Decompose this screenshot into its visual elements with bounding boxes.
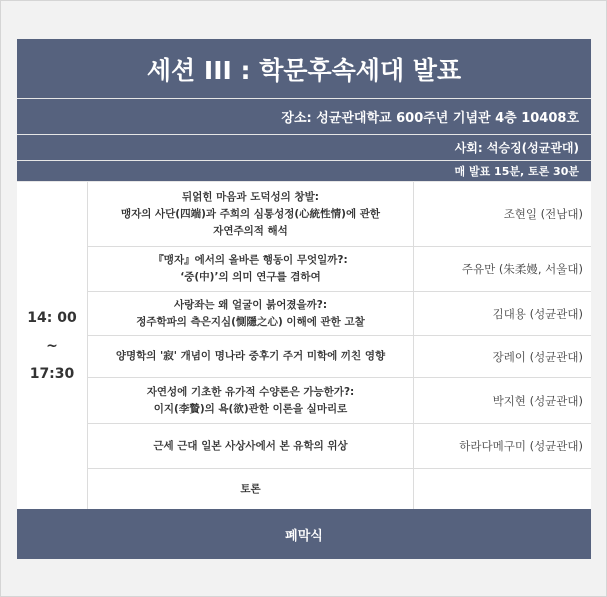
talk-title-line: 자연주의적 해석 xyxy=(213,224,288,237)
talk-title xyxy=(88,247,414,291)
talk-title-line: 『맹자』에서의 올바른 행동이 무엇일까?: xyxy=(153,254,348,266)
presentation-format: 매 발표 15분, 토론 30분 xyxy=(17,161,591,182)
presenter: 박지현 (성균관대) xyxy=(492,393,583,408)
presenter: 조현일 (전남대) xyxy=(503,207,583,221)
talk-title-line: 자연성에 기초한 유가적 수양론은 가능한가?: xyxy=(146,385,355,398)
talk-title-line: 사랑좌는 왜 얼굴이 붉어졌을까?: xyxy=(173,298,328,311)
presenter: 김대용 (성균관대) xyxy=(492,306,583,321)
talk-title-line: 이지(李贄)의 욕(欲)관한 이론을 실마리로 xyxy=(153,402,348,415)
talk-title-line: 뒤얽힌 마음과 도덕성의 창발: xyxy=(182,190,319,203)
discussion-label xyxy=(88,469,414,509)
talk-title xyxy=(88,182,414,246)
talk-title xyxy=(88,292,414,335)
talk-row xyxy=(88,378,591,424)
discussion-row xyxy=(88,469,591,509)
talk-title-line: 양명학의 '寂' 개념이 명나라 중후기 주거 미학에 끼친 영향 xyxy=(115,350,386,362)
closing-ceremony: 폐막식 xyxy=(17,509,591,559)
schedule-body xyxy=(17,182,591,509)
talk-row xyxy=(88,292,591,336)
talk-title xyxy=(88,378,414,423)
start-time: 14: 00 xyxy=(27,309,77,326)
talk-row xyxy=(88,247,591,292)
talk-row xyxy=(88,424,591,469)
talk-row xyxy=(88,336,591,378)
presenter xyxy=(414,469,591,509)
end-time: 17:30 xyxy=(29,365,75,382)
moderator: 사회: 석승징(성균관대) xyxy=(17,135,591,161)
talk-title-line: 토론 xyxy=(240,482,261,495)
talk-title xyxy=(88,424,414,468)
presenter: 하라다메구미 (성균관대) xyxy=(459,439,583,453)
talk-row xyxy=(88,182,591,247)
talk-title xyxy=(88,336,414,377)
time-separator: ~ xyxy=(46,337,58,354)
talk-title-line: ‘중(中)’의 의미 연구를 겸하여 xyxy=(180,271,321,283)
talk-title-line: 정주학파의 측은지심(惻隱之心) 이해에 관한 고찰 xyxy=(136,315,365,328)
venue: 장소: 성균관대학교 600주년 기념관 4층 10408호 xyxy=(17,99,591,135)
time-cell xyxy=(17,182,88,509)
presenter: 장레이 (성균관대) xyxy=(492,349,583,364)
presenter: 주유만 (朱柔嫚, 서울대) xyxy=(461,262,583,276)
talk-title-line: 근세 근대 일본 사상사에서 본 유학의 위상 xyxy=(153,439,348,452)
talk-title-line: 맹자의 사단(四端)과 주희의 심통성정(心統性情)에 관한 xyxy=(120,207,381,220)
session-title: 세션 III : 학문후속세대 발표 xyxy=(17,39,591,99)
session-table xyxy=(17,39,591,559)
talk-list xyxy=(88,182,591,509)
